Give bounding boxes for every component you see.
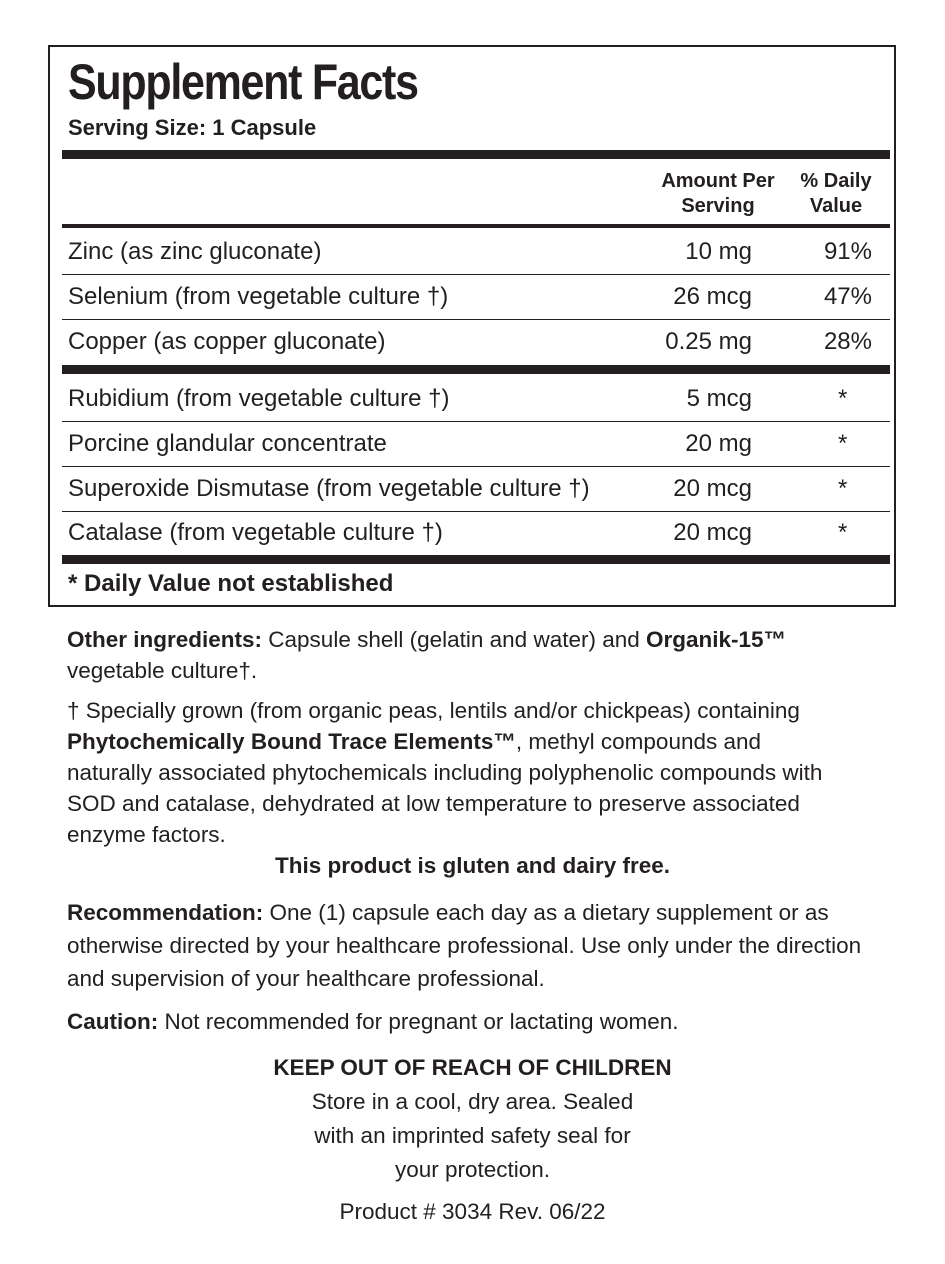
nutrient-daily-value: 28% [823,328,872,355]
nutrient-name: Selenium (from vegetable culture †) [68,283,449,310]
nutrient-row-porcine-glandular [62,422,890,467]
product-number: Product # 3034 Rev. 06/22 [339,1199,606,1224]
supplement-facts-panel [48,45,896,607]
nutrient-row-superoxide-dismutase [62,467,890,512]
column-header-daily-value [788,169,884,219]
serving-size: Serving Size: 1 Capsule [68,115,317,140]
caution [67,1006,897,1037]
nutrient-daily-value: 91% [823,238,872,265]
column-header-dv-line-2: Value [809,195,863,217]
other-ingredients-text: Capsule shell (gelatin and water) and [262,627,647,652]
storage-line-1: Store in a cool, dry area. Sealed [311,1089,634,1114]
recommendation-line-2: otherwise directed by your healthcare professional. Use only under the direction [67,933,862,958]
gluten-dairy-free-statement: This product is gluten and dairy free. [274,853,671,878]
other-ingredients-label: Other ingredients: [67,627,263,652]
other-ingredients-text-2: vegetable culture†. [67,658,258,683]
nutrient-amount: 10 mg [685,238,752,265]
nutrient-amount: 20 mcg [673,475,752,502]
storage-block [0,1051,945,1187]
divider-thick-bottom [62,555,890,564]
nutrient-daily-value: 47% [823,283,872,310]
caution-label: Caution: [67,1009,159,1034]
nutrient-daily-value: * [838,385,848,412]
panel-title: Supplement Facts [68,54,418,110]
nutrient-row-copper [62,320,890,364]
nutrient-amount: 0.25 mg [665,328,752,355]
nutrient-daily-value: * [838,519,848,546]
nutrient-row-selenium [62,275,890,320]
nutrient-daily-value: * [838,475,848,502]
divider-thick-top [62,150,890,159]
nutrient-name: Copper (as copper gluconate) [68,328,386,355]
nutrient-name: Zinc (as zinc gluconate) [68,238,322,265]
recommendation-line-1: One (1) capsule each day as a dietary supplement or as [263,900,829,925]
nutrient-row-zinc [62,230,890,275]
nutrient-name: Porcine glandular concentrate [68,430,387,457]
nutrient-daily-value: * [838,430,848,457]
column-header-amount-line-2: Serving [681,195,755,217]
nutrient-row-rubidium [62,377,890,422]
recommendation-label: Recommendation: [67,900,264,925]
dagger-line-1: † Specially grown (from organic peas, lentils and/or chickpeas) containing [67,698,800,723]
dagger-footnote [67,695,897,850]
other-ingredients [67,624,897,686]
organik-15-brand: Organik-15™ [646,627,787,652]
recommendation [67,896,897,995]
phytochemically-bound-trace-elements: Phytochemically Bound Trace Elements™ [67,729,516,754]
daily-value-footnote: * Daily Value not established [68,570,394,597]
nutrient-amount: 20 mg [685,430,752,457]
nutrient-name: Catalase (from vegetable culture †) [68,519,443,546]
divider-thick-middle [62,365,890,374]
storage-line-3: your protection. [394,1157,551,1182]
keep-out-of-reach-warning: KEEP OUT OF REACH OF CHILDREN [273,1055,672,1080]
nutrient-row-catalase [62,511,890,555]
divider-header [62,224,890,228]
caution-text: Not recommended for pregnant or lactating women. [158,1009,679,1034]
storage-line-2: with an imprinted safety seal for [314,1123,631,1148]
nutrient-amount: 20 mcg [673,519,752,546]
nutrient-amount: 26 mcg [673,283,752,310]
dagger-line-2: , methyl compounds and [515,729,762,754]
nutrient-amount: 5 mcg [686,385,752,412]
dagger-line-3: naturally associated phytochemicals including polyphenolic compounds with [67,760,823,785]
nutrient-name: Rubidium (from vegetable culture †) [68,385,450,412]
nutrient-name: Superoxide Dismutase (from vegetable culture †) [68,475,590,502]
dagger-line-4: SOD and catalase, dehydrated at low temperature to preserve associated [67,791,800,816]
dagger-line-5: enzyme factors. [67,822,226,847]
column-header-amount [658,169,778,219]
recommendation-line-3: and supervision of your healthcare professional. [67,966,545,991]
column-header-dv-line-1: % Daily [800,170,872,192]
column-header-amount-line-1: Amount Per [661,170,775,192]
